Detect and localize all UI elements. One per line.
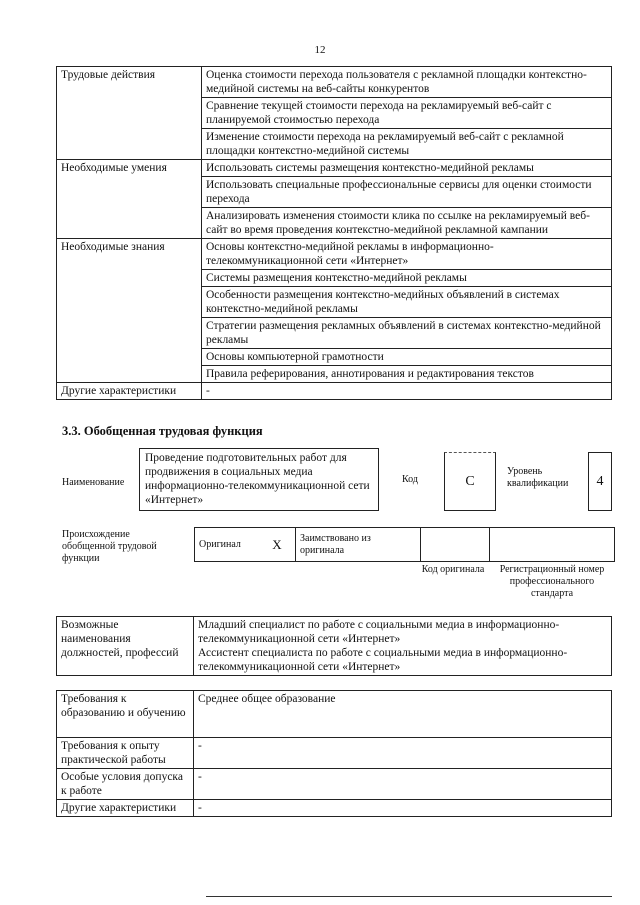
table-row: [57, 67, 612, 98]
code-original-caption: Код оригинала: [421, 564, 485, 575]
table-row: [57, 239, 612, 270]
position-line: Ассистент специалиста по работе с социальными медиа в информационно-телекоммуникационной сети «Интернет»: [198, 647, 568, 673]
level-value-box: 4: [588, 452, 612, 511]
table-cell: Использовать специальные профессиональные сервисы для оценки стоимости перехода: [202, 177, 612, 208]
page-number: 12: [314, 44, 326, 56]
requirement-label: Другие характеристики: [57, 800, 194, 817]
table-cell: Изменение стоимости перехода на рекламируемый веб-сайт с рекламной площадки контекстно-медийной системы: [202, 129, 612, 160]
table-row: [57, 691, 612, 738]
reg-number-cell: [490, 528, 615, 562]
requirements-table: [56, 690, 612, 817]
table-row: [57, 160, 612, 177]
positions-cell: [194, 617, 612, 676]
table-row: [57, 800, 612, 817]
reg-number-caption: Регистрационный номер профессионального стандарта: [499, 564, 605, 599]
code-original-cell: [421, 528, 490, 562]
code-label: Код: [402, 474, 418, 485]
requirement-label: Требования к образованию и обучению: [57, 691, 194, 738]
table-cell: Особенности размещения контекстно-медийных объявлений в системах контекстно-медийной рекламы: [202, 287, 612, 318]
table-cell: Сравнение текущей стоимости перехода на рекламируемый веб-сайт с планируемой стоимостью перехода: [202, 98, 612, 129]
requirement-value: -: [194, 738, 612, 769]
table-row: [57, 617, 612, 676]
table-row: [195, 528, 615, 562]
labor-actions-table: [56, 66, 612, 400]
requirement-value: Среднее общее образование: [194, 691, 612, 738]
origin-label: Происхождение обобщенной трудовой функции: [62, 529, 157, 564]
positions-table: [56, 616, 612, 676]
position-line: Младший специалист по работе с социальными медиа в информационно-телекоммуникационной сети «Интернет»: [198, 619, 560, 645]
positions-label: Возможные наименования должностей, профессий: [57, 617, 194, 676]
footer-divider: [206, 896, 612, 897]
table-cell: Стратегии размещения рекламных объявлений в системах контекстно-медийной рекламы: [202, 318, 612, 349]
origin-table: [194, 527, 615, 562]
table-cell: Основы компьютерной грамотности: [202, 349, 612, 366]
table-row: [57, 383, 612, 400]
table-row: [57, 738, 612, 769]
original-label: Оригинал: [195, 528, 260, 562]
requirement-value: -: [194, 769, 612, 800]
section-heading: 3.3. Обобщенная трудовая функция: [62, 424, 263, 438]
function-name-box: Проведение подготовительных работ для продвижения в социальных медиа информационно-телекоммуникационной сети «Интернет»: [139, 448, 379, 511]
requirement-label: Требования к опыту практической работы: [57, 738, 194, 769]
requirement-label: Особые условия допуска к работе: [57, 769, 194, 800]
row-label: Трудовые действия: [57, 67, 202, 160]
requirement-value: -: [194, 800, 612, 817]
row-label: Необходимые умения: [57, 160, 202, 239]
table-cell: Правила реферирования, аннотирования и редактирования текстов: [202, 366, 612, 383]
table-cell: Оценка стоимости перехода пользователя с рекламной площадки контекстно-медийной системы на веб-сайты конкурентов: [202, 67, 612, 98]
row-label: Необходимые знания: [57, 239, 202, 383]
level-label: Уровень квалификации: [507, 466, 569, 489]
table-cell: Системы размещения контекстно-медийной рекламы: [202, 270, 612, 287]
table-cell: Основы контекстно-медийной рекламы в информационно-телекоммуникационной сети «Интернет»: [202, 239, 612, 270]
row-label: Другие характеристики: [57, 383, 202, 400]
name-label: Наименование: [62, 477, 125, 488]
borrowed-label: Заимствовано из оригинала: [296, 528, 421, 562]
original-mark: X: [259, 528, 296, 562]
table-cell: -: [202, 383, 612, 400]
code-value-box: C: [444, 452, 496, 511]
table-row: [57, 769, 612, 800]
table-cell: Использовать системы размещения контекстно-медийной рекламы: [202, 160, 612, 177]
table-cell: Анализировать изменения стоимости клика по ссылке на рекламируемый веб-сайт во время проведения контекстно-медийной рекламной кампании: [202, 208, 612, 239]
